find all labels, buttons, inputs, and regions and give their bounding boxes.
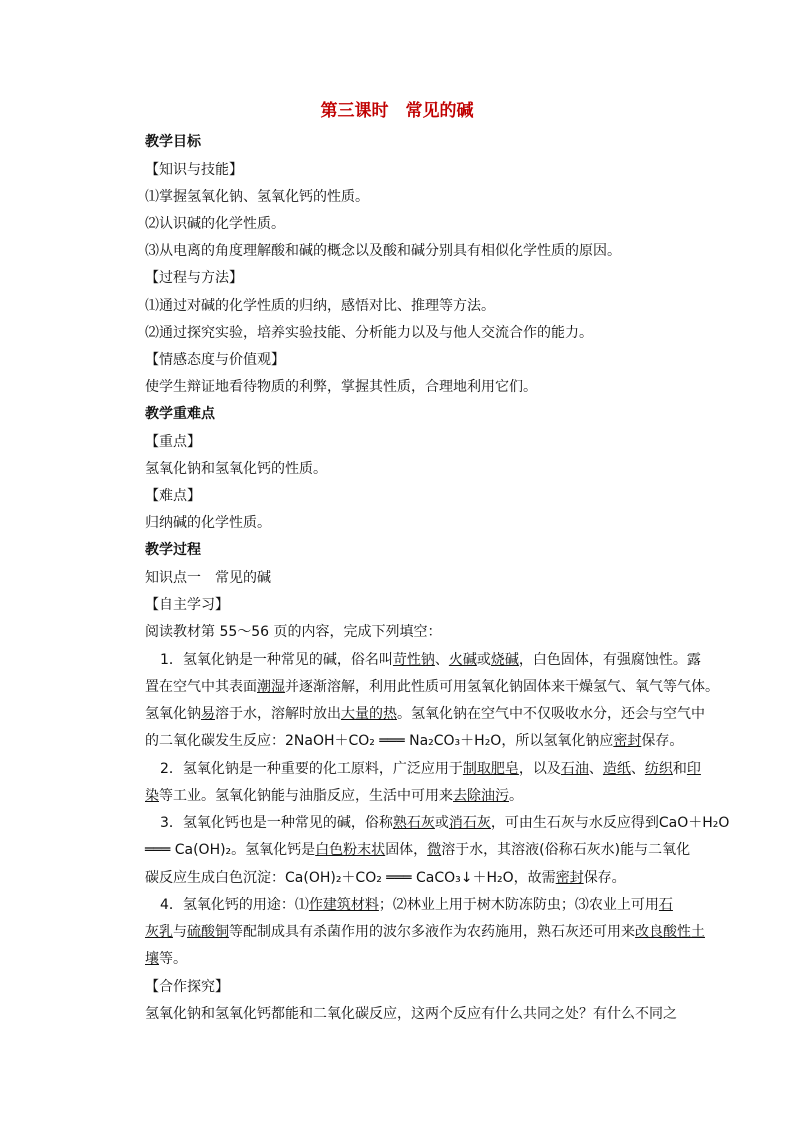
s3-line-2: ═══ Ca(OH)₂。氢氧化钙是白色粉末状固体，微溶于水，其溶液(俗称石灰水)能与二氧化 [145,842,691,858]
s1-line-3: 氢氧化钠易溶于水，溶解时放出大量的热。氢氧化钠在空气中不仅吸收水分，还会与空气中 [145,706,705,722]
key-point-1: 氢氧化钠和氢氧化钙的性质。 [145,461,327,477]
s4-line-2: 灰乳与硫酸铜等配制成具有杀菌作用的波尔多液作为农药施用，熟石灰还可用来改良酸性土 [145,924,705,940]
s2-line-2: 染等工业。氢氧化钠能与油脂反应，生活中可用来去除油污。 [145,788,523,804]
blank-answer: 潮湿 [257,679,285,695]
blank-answer: 易 [201,706,215,722]
difficult-point-1: 归纳碱的化学性质。 [145,515,271,531]
blank-answer: 密封 [613,733,642,749]
knowledge-item-3: ⑶从电离的角度理解酸和碱的概念以及酸和碱分别具有相似化学性质的原因。 [145,243,621,259]
blank-answer: 改良酸性土 [635,924,705,940]
s1-line-2: 置在空气中其表面潮湿并逐渐溶解，利用此性质可用氢氧化钠固体来干燥氢气、氧气等气体。 [145,679,719,695]
heading-key-difficult: 教学重难点 [145,406,215,422]
s2-line-1: 2．氢氧化钠是一种重要的化工原料，广泛应用于制取肥皂，以及石油、造纸、纺织和印 [160,761,701,777]
blank-answer: 苛性钠 [392,652,435,668]
heading-teaching-goals: 教学目标 [145,134,201,150]
knowledge-item-2: ⑵认识碱的化学性质。 [145,216,285,232]
s3-line-1: 3．氢氧化钙也是一种常见的碱，俗称熟石灰或消石灰，可由生石灰与水反应得到CaO＋H₂O [160,815,730,831]
heading-emotion-values: 【情感态度与价值观】 [145,352,285,368]
knowledge-item-1: ⑴掌握氢氧化钠、氢氧化钙的性质。 [145,189,369,205]
blank-answer: 烧碱 [490,652,519,668]
heading-cooperative-inquiry: 【合作探究】 [145,979,229,995]
s1-line-1: 1．氢氧化钠是一种常见的碱，俗名叫苛性钠、火碱或烧碱，白色固体，有强腐蚀性。露 [160,652,701,668]
blank-answer: 火碱 [448,652,477,668]
process-item-2: ⑵通过探究实验，培养实验技能、分析能力以及与他人交流合作的能力。 [145,325,593,341]
blank-answer: 印 [686,761,701,777]
blank-answer: 硫酸铜 [187,924,229,940]
knowledge-point-1-title: 知识点一 常见的碱 [145,570,271,586]
reading-instruction: 阅读教材第 55～56 页的内容，完成下列填空： [145,624,442,640]
blank-answer: 密封 [555,870,584,886]
s1-line-4: 的二氧化碳发生反应：2NaOH＋CO₂ ═══ Na₂CO₃＋H₂O，所以氢氧化钠应密封保存。 [145,733,684,749]
heading-key-points: 【重点】 [145,434,201,450]
blank-answer: 染 [145,788,159,804]
heading-process-methods: 【过程与方法】 [145,270,243,286]
blank-answer: 作建筑材料 [308,897,379,913]
blank-answer: 灰乳 [145,924,173,940]
blank-answer: 纺织 [644,761,673,777]
blank-answer: 微 [427,842,442,858]
blank-answer: 熟石灰 [392,815,435,831]
heading-knowledge-skills: 【知识与技能】 [145,162,243,178]
process-item-1: ⑴通过对碱的化学性质的归纳，感悟对比、推理等方法。 [145,298,495,314]
cooperative-question: 氢氧化钠和氢氧化钙都能和二氧化碳反应，这两个反应有什么共同之处？有什么不同之 [145,1006,677,1022]
heading-difficult-points: 【难点】 [145,488,201,504]
blank-answer: 去除油污 [453,788,509,804]
s3-line-3: 碳反应生成白色沉淀：Ca(OH)₂＋CO₂ ═══ CaCO₃↓＋H₂O，故需密封保存。 [145,870,626,886]
s4-line-1: 4．氢氧化钙的用途：⑴作建筑材料；⑵林业上用于树木防冻防虫；⑶农业上可用石 [160,897,673,913]
emotion-item-1: 使学生辩证地看待物质的利弊，掌握其性质，合理地利用它们。 [145,379,537,395]
blank-answer: 壤 [145,951,159,967]
blank-answer: 消石灰 [448,815,491,831]
heading-self-study: 【自主学习】 [145,597,229,613]
blank-answer: 制取肥皂 [462,761,519,777]
blank-answer: 大量的热 [341,706,397,722]
page-title: 第三课时 常见的碱 [320,101,474,121]
blank-answer: 石油 [560,761,589,777]
blank-answer: 石 [658,897,673,913]
blank-answer: 造纸 [602,761,631,777]
heading-teaching-process: 教学过程 [145,542,201,558]
blank-answer: 白色粉末状 [315,842,386,858]
s4-line-3: 壤等。 [145,951,187,967]
